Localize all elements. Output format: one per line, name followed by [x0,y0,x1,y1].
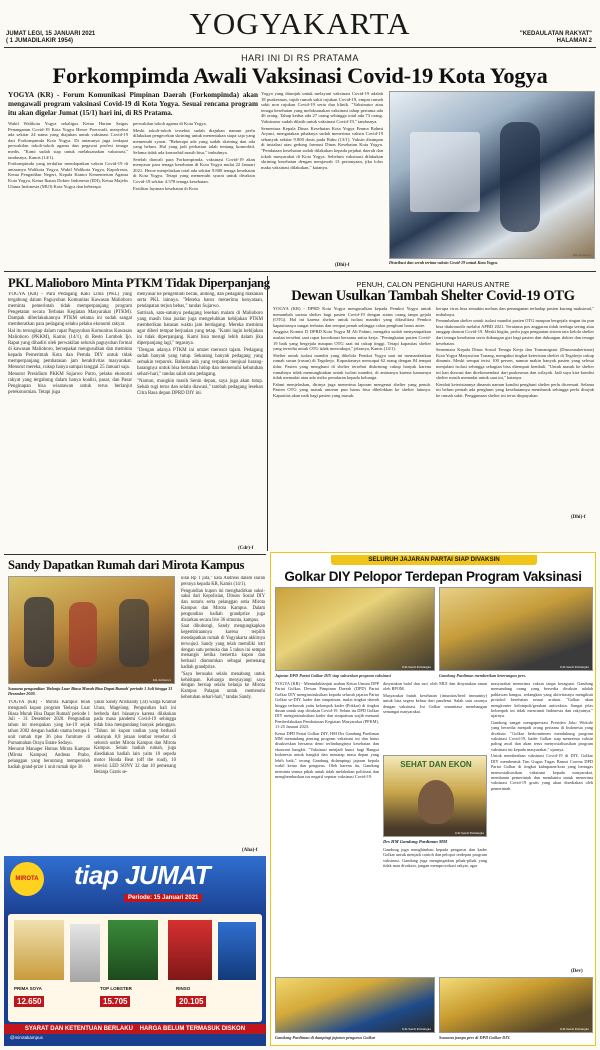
paragraph: "Saya berusaha selalu menabung untuk kehidupan. Keluarga menyayangi saya dengan bersiap selalu belanja ke Mirota Kampus Palagan untuk memenuhi kebutuhan sehari-hari," tandas Sandy. [181,671,265,700]
golkar-headline: Golkar DIY Pelopor Terdepan Program Vaksinasi [284,569,582,584]
paragraph: Pengundian kupon ini menghadirkan saksi-saksi dari Kepolisian, Dinsos Sosial DIY dan notaris serta pelanggan setia Mirota Kampus dan Mirota Kampus. Dalam pengundian hadiah grandprize juga disiarkan secara live 36 simunta, kampus. [181,588,265,623]
product-price: 15.705 [100,996,130,1007]
photo-credit: KR-Sendi Pamungka [402,1027,431,1031]
photo-shape [500,122,540,232]
golkar-caption-1: Jajaran DPD Partai Golkar DIY siap sukseskan program vaksinasi [275,673,391,678]
paragraph: berupa virus bisa semakin meluas dan penanganan terhadap pasien kurang maksimal," imbuhnya. [436,306,594,317]
main-col3 [261,91,383,265]
product-price: 12.650 [14,996,44,1007]
shelter-kicker: PENUH, CALON PENGHUNI HARUS ANTRE [356,280,510,289]
section-rule [4,554,266,555]
masthead-paper-name: "KEDAULATAN RAKYAT" [519,31,592,37]
paragraph: Menurut Presidium PKKM Sujarwo Putro, pelaku ekonomi rakyat yang tergabung dalam hanya koalisi, pasar, dan Pasar Penginapan bisa wisatawan untuk terus berlanjut perekonomian. Tetapi juga [8,372,132,395]
paragraph: Saat dihubungi, Sandy mengungkapkan kegembiraannya karena terpilih mendapatkan rumah di Yogyakarta akhirnya terwujud. Sandy yang telah memiliki istri dengan satu pemuka dan 5 tahun ini sempat menangis ketika bersertia kupon dan berhasil diumumkan sebagai pemenang hadiah grandprize. [181,624,265,670]
ad-period: Periode: 15 Januari 2021 [124,894,202,902]
paragraph: "Namun, mungkin masih Senin depan, saya juga akan tutup. Sebab rugi terus dan selalu diawasi," tambah pedagang lesehan Citra Rasa depan DPRD DIY ini. [137,379,263,396]
golkar-col3 [491,681,593,973]
ad-footer [4,1024,266,1034]
paragraph: Gandung sangat mengapresiasi Presiden Joko Widodo yang bersedia menjadi orang pertama di Indonesia yang divaksin. "Golkar berkomitmen mendukung program vaksinasi Covid-19, kader Golkar siap menerima vaksin paling awal dan akan terus menyosialisasikan program vaksinasi ini kepada masyarakat," ujarnya. [491,719,593,752]
main-photo [389,91,595,259]
main-lead [8,91,258,117]
paragraph: nilai Rp 1 juta," kata Andreas dalam siaran persnya kepada KR, Kamis (14/1). [181,576,265,587]
ad-discount-note: HARGA BELUM TERMASUK DISKON [139,1026,246,1032]
shelter-col2 [436,306,594,521]
paragraph: YOGYA (KR) - Menindaklanjuti arahan Ketua Umum DPP Partai Golkar, Dewan Pimpinan Daerah (DPD) Partai Golkar DIY menginstruksikan kepada seluruh jajaran Partai Golkar se-DIY, kader dan simpatisan, mulai tingkat daerah hingga terbawah yaitu kelompok kader (Pokkar) di tingkat dusun untuk siap divaksin Covid-19. Selain itu DPD Golkar DIY menginstruksikan kader dan simpatisan wajib menaati Pemberlakukan Pembatasan Kegiatan Masyarakat (PPKM), 11-25 Januari 2023. [275,681,379,730]
masthead-date-line: JUMAT LEGI, 15 JANUARI 2021 [6,31,96,37]
golkar-caption-3: Drs HM Gandung Pardiman MM [383,839,448,844]
golkar-banner: SELURUH JAJARAN PARTAI SIAP DIVAKSIN [331,555,537,565]
column-rule [267,276,268,551]
golkar-col1 [275,681,379,973]
photo-credit: KR-Sendi Pamungka [455,831,484,835]
paragraph: Kendati keterisiannya dinamis namun kondisi penghuni shelter perlu dicermati. Selama ini belum pernah ada penghuni yang kesehatannya memburuk sehingga perlu dirujuk ke rumah sakit. Penggunaan shelter ini terus diupayakan. [436,381,594,398]
main-lead-text: - Forum Komunikasi Pimpinan Daerah (Forkompimda) akan mengawali program vaksinasi Covid-19 di Kota Yogya. Sesuai rencana program itu akan digelar Jumat (15/1) hari ini, di RS Pratama. [8,91,258,117]
photo-credit: KR-Sendi Pamungka [560,665,589,669]
masthead-title: YOGYAKARTA [189,6,411,41]
ad-products [8,914,262,1022]
paragraph: Yogya yang ditunjuk untuk melayani vaksinasi Covid-19 adalah 18 puskesmas, tujuh rumah sakit rujukan Covid-19, empat rumah sakit non rujukan Covid-19 serta dua klinik. "Vaksinator atau tenaga kesehatan yang melaksanakan vaksinasi tahap pertama ada 46 orang. Tahap kedua ada 27 orang sehingga total ada 73 orang. Vaksinator sudah dilatih untuk vaksinasi Covid-19," tandasnya. [261,91,383,124]
shelter-headline: Dewan Usulkan Tambah Shelter Covid-19 OTG [291,288,575,304]
sandy-headline: Sandy Dapatkan Rumah dari Mirota Kampus [8,558,245,572]
product-name: TOP LOBSTER [100,986,132,991]
masthead-rule [4,47,596,48]
paragraph: yakni Sandy Aristiandy (34) warga Kramat Utara, Magelang. Pengundian kali ini berbeda dari biasanya karena dilakukan pada masa pandemi Covid-19 sehingga tidak bisa mengundang banyak pelanggan. "Tahun ini kupon undian yang berhasil sebanyak 8,8 jutaan lembar tersebar di seluruh outlet Mirota Kampus dan Mirota Kampus. Selain hadiah rumah, juga disediakan hadiah lain yaitu 10 sepeda motor Honda Beat (off the road), 10 televisi LED SONY 32 dan 10 pemenang Belanja Gratis se- [94,700,176,775]
sandy-signature: (Aha)-f [242,848,258,853]
main-photo-caption: Distribusi dan serah terima vaksin Covid-19 untuk Kota Yogya. [389,260,498,265]
paragraph: Untuk memberikan vaksinasi Covid-19 di DIY, Golkar DIY membentuk Tim Gugus Tugas Bazmi Corona DPD Partai Golkar di tingkat kabupaten/kota yang bertugas mensosialisasikan vaksinasi kepada masyarakat, membantu pemerintah dan membantu untuk menerima vaksinasi Covid-19 gratis yang akan disediakan oleh pemerintah. [491,753,593,791]
ad-terms: SYARAT DAN KETENTUAN BERLAKU [24,1026,133,1032]
golkar-photo-4 [439,977,593,1033]
section-rule [4,271,596,272]
sandy-photo [8,576,175,684]
paragraph: Forkompimda yang terdaftar mendapatkan vaksin Covid-19 di antaranya Walikota Yogya, Wakil Walikota Yogya, Kapolresta, Ketua Pengadilan Negeri, Kepala Kantor Kementerian Agama Kota Yogya, Ketua Ikatan Dokter Indonesia (IDI), Ketua Majelis Ulama Indonesia (MUI) Kota Yogya dan beberapa [8,161,128,189]
paragraph: Shelter untuk isolasi mandiri yang dikelola Pemkot Yogya saat ini memanfaatkan rumah susun (rusun) di Tegalrejo. Kapasitasnya mencapai 62 ruang dengan 84 tempat tidur. Pasien yang menghuni di shelter tersebut diskrining cukup banyak karena rumahnya tidak memungkinkan untuk isolasi mandiri, di antaranya karena kamarnya tidak memadai atau ada risiko penularan kepada keluarga. [273,352,431,381]
paragraph: Anggota Komisi D DPRD Kota Yogya M Ali Fahmi, mengaku sudah menyampaikan usulan tersebut saat rapat koordinasi bersama mitra kerja. "Peningkatan pasien Covid-19 baik yang bergejala maupun OTG saat ini cukup tinggi. Tetapi kapasitas shelter yang tersedia untuk OTG tidak mencukupi," jelasnya, Kamis (14/1). [273,329,431,352]
photo-credit: KR-Istimewa [572,253,591,257]
paragraph: Masyarakat butuh kesehatan (imunitas/herd immunity) untuk bisa segera keluar dari pandemi. Salah satu caranya dengan vaksinasi. Ini Golkar senantiasa membangun semangat masyarakat. [383,692,487,715]
product-price: 20.105 [176,996,206,1007]
paragraph: perwakilan tokoh agama di Kota Yogya. [133,121,207,126]
main-col2 [133,121,255,265]
main-col1 [8,121,128,265]
paragraph: menyasar ke pengemudi becak, andong, dan pedagang makanan serta PKL lainnya. "Mereka harus menerima kenyataan, pendapatan terjun bebas," tandas Sujarwo. [137,292,263,309]
pkl-col1 [8,292,132,544]
product-image [70,924,100,982]
golkar-photo-2 [439,587,593,671]
product-image [168,920,212,980]
pkl-signature: (Cdr)-f [238,546,254,551]
shelter-col1 [273,306,431,521]
main-signature: (Dhi)-f [335,263,350,268]
product-image [108,920,158,980]
photo-shape [119,599,149,667]
product-image [14,920,64,980]
paragraph: Sementara Kepala Dinas Sosial Tenaga Kerja dan Transmigrasi (Dinsosnakertrans) Kota Yogya Maryustion Tonang, mengakui tingkat keterisian shelter di Tegalrejo cukup dinamis. Meski sempat terisi 100 persen, namun makin banyak pasien yang selesai menjalani isolasi sehingga sebagian bisa ditempati kembali. "Untuk masuk ke shelter ini kan diawasi dan direkomendasi dari puskesmas dan wilayah. Jadi saya kira kondisi shelter masih memadai untuk saat ini," katanya. [436,347,594,381]
product-name: RINSO [176,986,191,991]
paragraph: Ketua DPD Partai Golkar DIY, HM Drs Gandung Pardiman MM menandang penting program vaksinasi ini dan harus disukseskan bersama demi terlindunginya kesehatan dan ekonomi bangkit. "Vaksinasi menjadi kunci bagi Bangsa Indonesia untuk bangkit dan menatap masa depan yang lebih baik," terang Gandung didampingi jajaran kepala wakil ketua dan pengurus. Oleh karena itu, Gandung meminta semua pihak untuk tidak melakukan politisasi dan menghembuskan isu negatif seputar vaksinasi Covid-19. [275,730,379,779]
ad-title: tiap JUMAT [74,860,211,890]
golkar-caption-5: Suasana jumpa pers di DPD Golkar DIY. [439,1035,511,1040]
golkar-caption-2: Gandung Pardiman memberikan keterangan pers. [439,673,527,678]
paragraph: YOGYA (KR) - DPRD Kota Yogya mengusulkan kepada Pemkot Yogya untuk menambah sarana shelter bagi pasien Covid-19 dengan status orang tanpa gejala (OTG). Hal ini karena shelter untuk isolasi mandiri yang difasilitasi Pemkot kapasitasnya sangat terbatas dan sempat penuh sehingga calon penghuni harus antre. [273,306,431,328]
portrait-banner-text: SEHAT DAN EKON [400,760,472,769]
photo-shape [24,597,54,667]
paragraph: Fahmi menjelaskan, dirinya juga menerima laporan mengenai shelter yang penuh. Pasien OTG yang masuk antrean pun harus bisa dibelokkan ke shelter lainnya. Kapasitas akan naik bagi pasien yang masuk. [273,381,431,398]
mirota-logo: MIROTA [10,862,44,896]
golkar-col2-top [383,681,487,755]
paragraph: YOGYA (KR) - Mirota Kampus telah mengundi kupon program 'Belanja Luar Biasa Murah Bisa Dapat Rumah' periode 1 Juli - 31 Desember 2020. Pengundian tahun ini merupakan yang ke-19 sejak tahun 2002 dengan hadiah utama berupa 1 unit rumah tipe 36 plus furniture di Purnamahan Oraya Estate Sedayu. [8,700,90,746]
sandy-col2 [94,700,176,850]
gandung-portrait [383,755,487,837]
main-headline: Forkompimda Awali Vaksinasi Covid-19 Kota Yogya [52,63,548,88]
golkar-col2-bottom [383,847,487,973]
photo-credit: KR-Istimewa [152,678,171,682]
golkar-photo-3 [275,977,435,1033]
sandy-photo-caption: Suasana pengundian 'Belanja Luar Biasa Murah Bisa Dapat Rumah' periode 1 Juli hingga 31 Desember 2020. [8,686,173,696]
paragraph: masyarakat menerima vaksin tanpa keraguan. Gandung memandang orang yang bersedia divaksin adalah pahlawan bangsa, sedangkan yang aktivitasnya mengikuti protokol kesehatan sesuai arahan. "Golkar akan mengkonter kelompok/gerakan antivaksin. Sangat jelas kelompok ini tidak mencintai Indonesia dan rakyatnya," ujarnya. [491,681,593,719]
mirota-ad [4,856,266,1046]
photo-shape [418,780,454,824]
paragraph: Fasilitas layanan kesehatan di Kota [133,185,198,191]
main-kicker: HARI INI DI RS PRATAMA [241,53,359,63]
masthead-paper [520,31,592,45]
photo-credit: KR-Sendi Pamungka [560,1027,589,1031]
paragraph: Gandung juga menghimbau kepada pengurus dan kader Golkar untuk menjadi contoh dan pelopor terdepan program vaksinasi. Gandung juga mengingatkan pihak-pihak yang tidak mau divaksin, jangan memprovokasi rakyat, agar [383,847,487,869]
photo-shape [69,602,97,667]
masthead-page-number: HALAMAN 2 [556,38,592,44]
paragraph: Meski tokoh-tokoh tersebut sudah diajukan namun perlu dilakukan pengecekan skrining untuk menentukan siapa saja yang memenuhi syarat. "Beberapa ada yang sudah skrining dan ada yang belum. Hal yang jadi perhatian ialah tentang komorbid. Selama tidak ada komorbid masih bisa," imbuhnya. [133,127,255,155]
paragraph: Hal itu terungkap dalam rapat Paguyuban Komunitas Kawasan Malioboro (PKKM), Kamis (14/1), di Resto Lombok Ijo. Rapat yang dihadiri oleh perwakilan seluruh paguyuban formal di kawasan Malioboro, bersepakat mengusulkan dan meminta kepada Pemerintah Kota dan Pemda DIY untuk tidak memperpanjang pembatasan jam beraktivitas masyarakat. Menurut mereka, cukup hanya sampai tanggal 25 Januari saja. [8,329,132,370]
masthead-hijri-line: ( 1 JUMADILAKIR 1954) [6,38,74,44]
paragraph: Menurut Manager Humas Mirota Kampus (Mirota Kampus) Andreas Prabo, pelanggan yang beruntung memperoleh hadiah grand-prize 1 unit rumah tipe 36 [8,747,90,770]
shelter-signature: (Dhi)-f [571,515,586,520]
paragraph: Setelah diawali para Forkompimda, vaksinasi Covid-19 akan menyasar para tenaga kesehatan di Kota Yogya mulai 22 Januari 2021. Heroe menjelaskan total ada sekitar 9.800 tenaga kesehatan di Kota Yogya. Tetapi yang memenuhi syarat untuk divaksin Covid-19 sekitar 4.578 tenaga kesehatan. [133,156,255,184]
paragraph: Sementara Kepala Dinas Kesehatan Kota Yogya Emma Rahmi Aryani, mengatakan pihaknya sudah menerima vaksin Covid-19 sebanyak sekitar 9.800 dosis pada Rabu (13/1). Vaksin disimpan di instalasi atau gedung farmasi Dinas Kesehatan Kota Yogya. "Pendataan kesehatan sudah dilakukan kepada pejabat daerah dan tokoh masyarakat di Kota Yogya. Sebelum vaksinasi dilakukan skrining kesehatan dengan menjawab 13 pertanyaan, jika lolos maka vaksinasi dilakukan," katanya. [261,125,383,170]
paragraph: "Dengan adanya PTKM ini omzet merosot tajam. Pedagang sudah banyak yang tutup. Sekarang banyak pedagang yang semakin terpuruk. Bahkan ada yang terpaksa menjual barang-barangnya untuk bisa bertahan hidup dan memenuhi kebutuhan sehari-hari," tandas salah satu pedagang. [137,348,263,377]
paragraph: Penambahan shelter untuk isolasi mandiri pasien OTG maupun bergejala ringan itu pun bisa diakomodir melalui APBD 2021. Terutama pos anggaran tidak terduga sering atau tanggap darurat Covid-19. Meski begitu, perlu juga penguatan sistem tata kelola shelter dari tenaga kesehatan serta dukungan gizi bagi pasien dan dukungan dokter dan tenaga kesehatan. [436,318,594,346]
pkl-col2 [137,292,263,544]
golkar-advertorial [270,552,596,1046]
main-lead-dateline: YOGYA (KR) [8,91,54,99]
golkar-caption-4: Gandung Pardiman di dampingi jajaran pengurus Golkar [275,1035,376,1040]
pkl-headline: PKL Malioboro Minta PTKM Tidak Diperpanjang [8,276,270,290]
ad-social: @mirotakampus [10,1035,43,1040]
paragraph: Wakil Walikota Yogya sekaligus Ketua Harian Satgas Penanganan Covid-19 Kota Yogya Heroe Poerwadi, menyebut ada sekitar 24 nama yang diajukan untuk vaksinasi Covid-19 dari Forkompimda Kota Yogya. Di antaranya juga terdapat perwakilan tokoh-tokoh agama dan pegawai profesi tenaga medis. "Kami sudah siap untuk melaksanakan vaksinasi," tandasnya, Kamis (14/1). [8,121,128,160]
product-image [218,922,256,980]
golkar-signature: (Dev) [571,969,583,974]
product-name: PRIMA SOYA [14,986,42,991]
golkar-photo-1 [275,587,435,671]
paragraph: Sutrisah, satu-satunya pedagang lesehan malam di Malioboro yang masih bisa jualan juga mengeluhkan kebijakan PTKM memberikan batasan waktu jam berdagang. Mereka meminta agar diberi tempat berjualan yang tetap. "Kami ingin kebijakan ini tidak diperpanjang. Kami bisa merugi lebih dalam jika diperpanjang lagi," tegasnya. [137,311,263,346]
photo-credit: KR-Sendi Pamungka [402,665,431,669]
paragraph: YOGYA (KR) - Para Pedagang Kaki Lima (PKL) yang tergabung dalam Paguyuban Komunitas Kawasan Malioboro meminta pemerintah tidak memperpanjang program Pengetatan secara Terbatas Kegiatan Masyarakat (PTKM). Dampak diberlakukannya PTKM selama ini sudah sangat memberatkan para pedagang selaku pelaku ekonomi rakyat. [8,292,132,327]
paragraph: dinyatakan halal dan suci oleh MUI dan dinyatakan aman oleh BPOM. [383,681,487,692]
photo-shape [410,132,480,212]
sandy-col3 [181,576,265,848]
sandy-col1 [8,700,90,850]
